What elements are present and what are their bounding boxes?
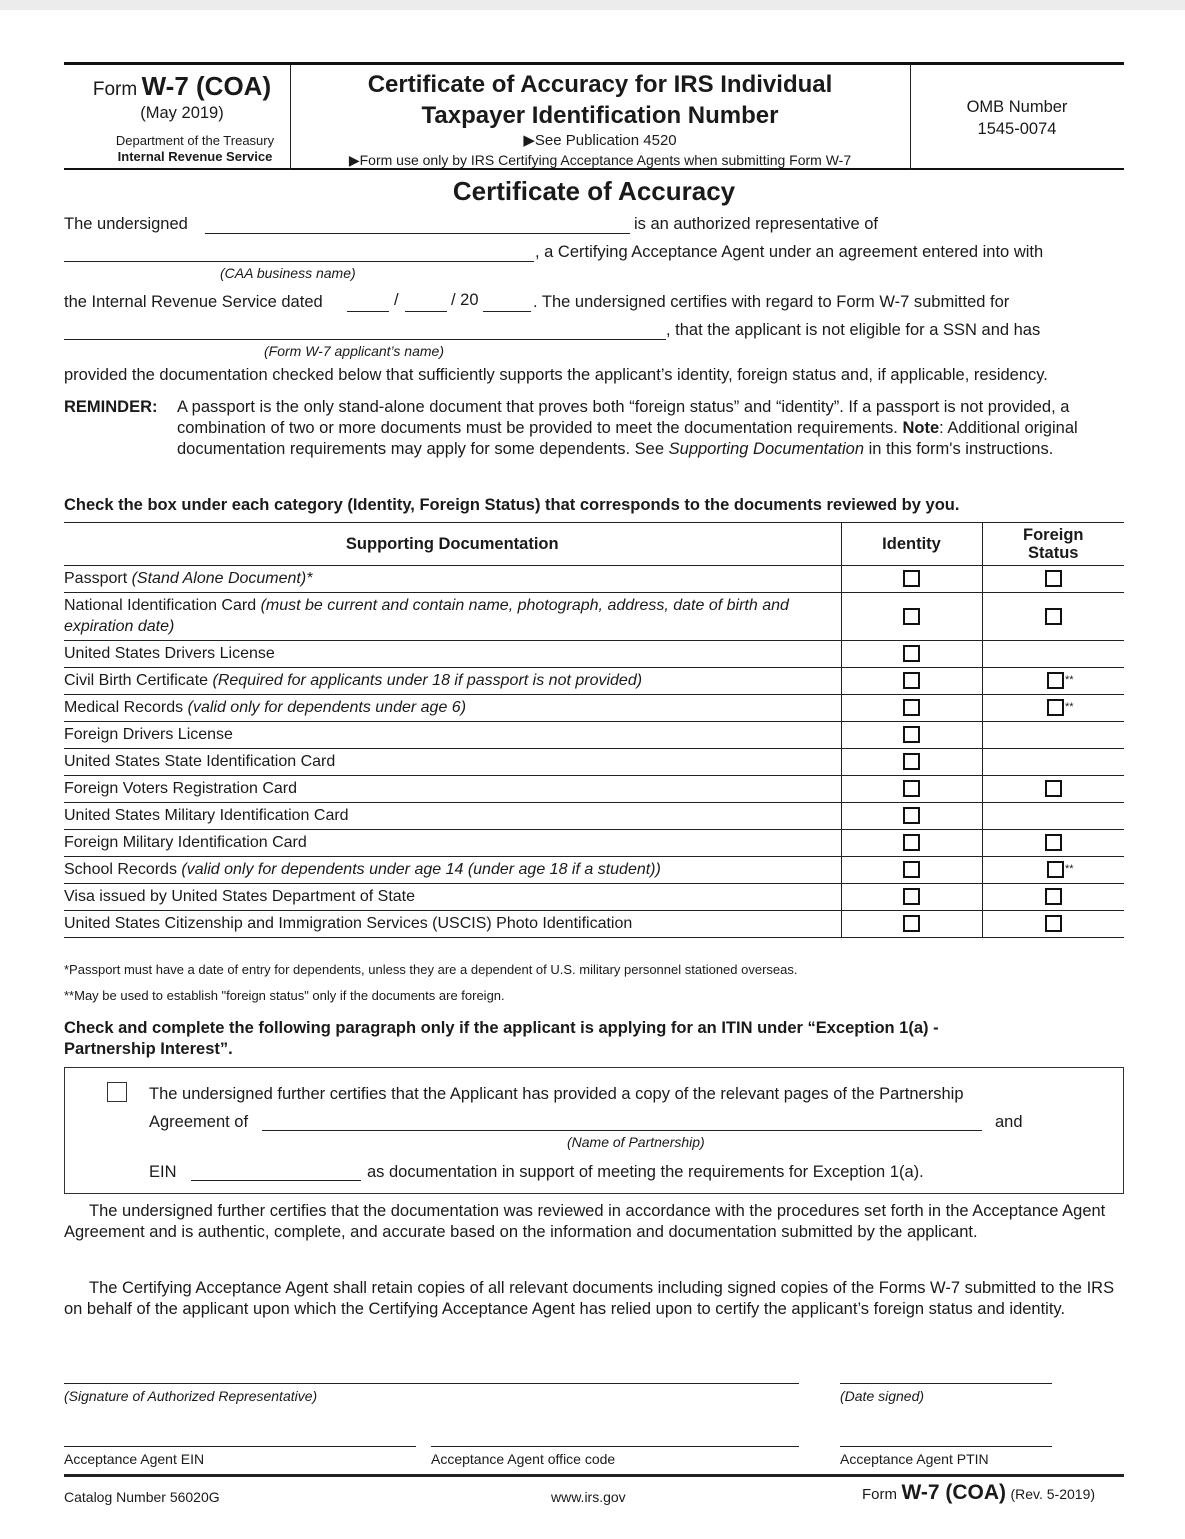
document-label: United States Drivers License — [64, 645, 275, 662]
document-label: United States State Identification Card — [64, 753, 336, 770]
identity-checkbox[interactable] — [903, 807, 920, 824]
document-cell — [64, 830, 841, 857]
catalog-number: Catalog Number 56020G — [64, 1489, 220, 1505]
document-cell — [64, 593, 841, 641]
foreign-status-checkbox[interactable] — [1047, 861, 1064, 878]
col-foreign-line-2: Status — [1028, 544, 1079, 562]
title-line-1: Certificate of Accuracy for IRS Individual — [367, 71, 833, 98]
ein-field[interactable] — [191, 1180, 361, 1181]
partnership-name-caption: (Name of Partnership) — [567, 1134, 705, 1150]
identity-checkbox[interactable] — [903, 753, 920, 770]
document-label: United States Military Identification Card — [64, 807, 349, 824]
foreign-status-checkbox[interactable] — [1045, 834, 1062, 851]
foreign-status-cell — [982, 911, 1124, 938]
form-use-text: Form use only by IRS Certifying Acceptance Agents when submitting Form W-7 — [359, 152, 852, 168]
foreign-status-cell — [982, 884, 1124, 911]
date-month-field[interactable] — [347, 311, 389, 312]
identity-checkbox[interactable] — [903, 570, 920, 587]
identity-cell — [841, 857, 982, 884]
col-foreign-status — [982, 523, 1124, 566]
signature-field[interactable] — [64, 1383, 799, 1384]
reminder-note-label: Note — [902, 419, 940, 437]
table-body — [64, 566, 1124, 938]
document-cell — [64, 857, 841, 884]
identity-checkbox[interactable] — [903, 608, 920, 625]
reminder-text-c: in this form's instructions. — [868, 440, 1054, 458]
identity-cell — [841, 695, 982, 722]
foreign-status-checkbox[interactable] — [1045, 570, 1062, 587]
foreign-status-cell — [982, 776, 1124, 803]
double-asterisk-mark: ** — [1064, 863, 1074, 875]
arrow-right-icon: ▶ — [523, 132, 535, 149]
omb-number: 1545-0074 — [977, 120, 1057, 138]
identity-checkbox[interactable] — [903, 861, 920, 878]
omb-label: OMB Number — [966, 98, 1068, 116]
foreign-status-cell — [982, 749, 1124, 776]
table-row — [64, 593, 1124, 641]
document-note: (Required for applicants under 18 if passport is not provided) — [212, 672, 643, 689]
form-prefix: Form — [92, 79, 138, 100]
see-publication-text: See Publication 4520 — [534, 132, 677, 149]
table-row — [64, 857, 1124, 884]
identity-checkbox[interactable] — [903, 645, 920, 662]
applicant-name-field[interactable] — [64, 339, 666, 340]
col-identity: Identity — [841, 523, 982, 566]
table-row — [64, 911, 1124, 938]
certificate-heading: Certificate of Accuracy — [452, 176, 736, 206]
title-line-2: Taxpayer Identification Number — [421, 102, 779, 129]
document-cell — [64, 776, 841, 803]
table-row — [64, 884, 1124, 911]
exception-checkbox[interactable] — [107, 1082, 127, 1102]
col-foreign-line-1: Foreign — [1023, 526, 1084, 544]
double-asterisk-mark: ** — [1064, 701, 1074, 713]
document-label: Foreign Military Identification Card — [64, 834, 307, 851]
office-code-caption: Acceptance Agent office code — [431, 1451, 616, 1467]
foreign-status-cell — [982, 593, 1124, 641]
office-code-field[interactable] — [431, 1446, 799, 1447]
date-slash-1: / — [394, 291, 399, 309]
date-day-field[interactable] — [405, 311, 447, 312]
document-cell — [64, 566, 841, 593]
date-signed-caption: (Date signed) — [840, 1388, 925, 1404]
certifies-text: . The undersigned certifies with regard to Form W-7 submitted for — [533, 293, 1010, 311]
treasury-dept: Department of the Treasury — [115, 133, 275, 148]
signature-caption: (Signature of Authorized Representative) — [64, 1388, 318, 1404]
ein-label: EIN — [149, 1163, 177, 1181]
foreign-status-cell — [982, 830, 1124, 857]
authorized-rep-text: is an authorized representative of — [634, 215, 878, 233]
identity-cell — [841, 668, 982, 695]
identity-cell — [841, 641, 982, 668]
table-row — [64, 830, 1124, 857]
applicant-name-caption: (Form W-7 applicant’s name) — [264, 343, 444, 359]
document-cell — [64, 911, 841, 938]
undersigned-label: The undersigned — [64, 215, 188, 233]
foreign-status-checkbox[interactable] — [1045, 888, 1062, 905]
footer-rule — [64, 1474, 1124, 1477]
table-row — [64, 695, 1124, 722]
footnote-single: *Passport must have a date of entry for dependents, unless they are a dependent of U.S. military personnel stationed overseas. — [64, 962, 798, 977]
foreign-status-checkbox[interactable] — [1047, 672, 1064, 689]
foreign-status-checkbox[interactable] — [1047, 699, 1064, 716]
double-asterisk-mark: ** — [1064, 674, 1074, 686]
foreign-status-checkbox[interactable] — [1045, 608, 1062, 625]
identity-checkbox[interactable] — [903, 834, 920, 851]
irs-dated-text: the Internal Revenue Service dated — [64, 293, 323, 311]
document-label: Visa issued by United States Department of State — [64, 888, 416, 905]
paragraph-retain: The Certifying Acceptance Agent shall retain copies of all relevant documents including signed copies of the Forms W-7 submitted to the IRS on behalf of the applicant upon which the Certifying Acceptance Agent has relied upon to certify the applicant’s foreign status and identity. — [64, 1279, 1115, 1318]
form-id — [82, 71, 282, 102]
exception-line-3: as documentation in support of meeting the requirements for Exception 1(a). — [367, 1163, 924, 1181]
table-row — [64, 566, 1124, 593]
identity-checkbox[interactable] — [903, 726, 920, 743]
document-label: Passport — [64, 570, 128, 587]
identity-cell — [841, 830, 982, 857]
agreement-of-label: Agreement of — [149, 1113, 249, 1131]
identity-checkbox[interactable] — [903, 915, 920, 932]
exception-instruction: Check and complete the following paragraph only if the applicant is applying for an ITIN under “Exception 1(a) - Partnership Interest”. — [64, 1019, 939, 1058]
foreign-status-cell — [982, 722, 1124, 749]
foreign-status-checkbox[interactable] — [1045, 780, 1062, 797]
table-row — [64, 749, 1124, 776]
reminder-label: REMINDER: — [64, 398, 158, 416]
top-band — [0, 0, 1185, 10]
document-label: National Identification Card — [64, 597, 257, 614]
identity-cell — [841, 776, 982, 803]
document-cell — [64, 749, 841, 776]
identity-checkbox[interactable] — [903, 672, 920, 689]
table-row — [64, 641, 1124, 668]
document-note: (Stand Alone Document)* — [131, 570, 313, 587]
identity-cell — [841, 803, 982, 830]
not-eligible-text: , that the applicant is not eligible for a SSN and has — [666, 321, 1041, 339]
document-label: Medical Records — [64, 699, 184, 716]
form-date: (May 2019) — [140, 104, 224, 122]
exception-line-1: The undersigned further certifies that the Applicant has provided a copy of the relevant pages of the Partnership — [149, 1085, 964, 1103]
foreign-status-cell — [982, 695, 1124, 722]
date-year-field[interactable] — [483, 311, 531, 312]
table-row — [64, 668, 1124, 695]
date-slash-2: / 20 — [451, 291, 479, 309]
foreign-status-cell — [982, 857, 1124, 884]
form-header — [64, 62, 1124, 170]
document-cell — [64, 803, 841, 830]
documentation-text: provided the documentation checked below that sufficiently supports the applicant’s identity, foreign status and, if applicable, residency. — [64, 366, 1048, 384]
document-cell — [64, 641, 841, 668]
document-label: School Records — [64, 861, 177, 878]
table-row — [64, 803, 1124, 830]
and-label: and — [995, 1113, 1023, 1131]
caa-business-name-field[interactable] — [64, 261, 534, 262]
document-cell — [64, 695, 841, 722]
footer-revision: (Rev. 5-2019) — [1010, 1486, 1096, 1502]
foreign-status-cell — [982, 668, 1124, 695]
table-row — [64, 722, 1124, 749]
form-name: W-7 (COA) — [141, 71, 272, 101]
identity-checkbox[interactable] — [903, 888, 920, 905]
partnership-name-field[interactable] — [262, 1130, 982, 1131]
footer-form-name: W-7 (COA) — [901, 1481, 1007, 1504]
table-header-row — [64, 523, 1124, 566]
identity-cell — [841, 911, 982, 938]
identity-cell — [841, 749, 982, 776]
supporting-documentation-table — [64, 522, 1124, 938]
document-label: Foreign Drivers License — [64, 726, 233, 743]
document-cell — [64, 668, 841, 695]
identity-cell — [841, 593, 982, 641]
identity-cell — [841, 722, 982, 749]
caa-agreement-text: , a Certifying Acceptance Agent under an agreement entered into with — [535, 243, 1044, 261]
foreign-status-checkbox[interactable] — [1045, 915, 1062, 932]
foreign-status-cell — [982, 803, 1124, 830]
reminder-text-a: A passport is the only stand-alone document that proves both “foreign status” and “identity”. If a passport is not provided, a combination of two or more documents must be provided to meet the documentation requirements. — [177, 398, 1070, 437]
header-divider-right — [910, 65, 911, 170]
identity-cell — [841, 566, 982, 593]
document-cell — [64, 722, 841, 749]
footnote-double: **May be used to establish "foreign status" only if the documents are foreign. — [64, 988, 505, 1003]
see-publication — [290, 131, 910, 150]
document-cell — [64, 884, 841, 911]
document-note: (valid only for dependents under age 6) — [187, 699, 467, 716]
document-label: Foreign Voters Registration Card — [64, 780, 297, 797]
identity-checkbox[interactable] — [903, 699, 920, 716]
arrow-right-icon: ▶ — [348, 152, 360, 168]
reminder-italic: Supporting Documentation — [668, 440, 865, 458]
paragraph-review: The undersigned further certifies that the documentation was reviewed in accordance with the procedures set forth in the Acceptance Agent Agreement and is authentic, complete, and accurate based on the information and documentation submitted by the applicant. — [64, 1202, 1106, 1241]
footer-form-prefix: Form — [862, 1486, 897, 1503]
foreign-status-cell — [982, 566, 1124, 593]
document-label: United States Citizenship and Immigration Services (USCIS) Photo Identification — [64, 915, 633, 932]
col-supporting-documentation: Supporting Documentation — [64, 523, 841, 566]
representative-name-field[interactable] — [205, 233, 630, 234]
document-note: (must be current and contain name, photograph, address, date of birth and expiration date) — [64, 597, 789, 635]
check-instruction: Check the box under each category (Identity, Foreign Status) that corresponds to the documents reviewed by you. — [64, 496, 960, 514]
agent-ptin-caption: Acceptance Agent PTIN — [840, 1451, 989, 1467]
irs-website[interactable]: www.irs.gov — [551, 1489, 626, 1505]
identity-cell — [841, 884, 982, 911]
date-signed-field[interactable] — [840, 1383, 1052, 1384]
footer-form-id — [862, 1481, 1095, 1505]
caa-business-name-caption: (CAA business name) — [220, 265, 356, 281]
reminder-text-b: : Additional original documentation requirements may apply for some dependents. See — [177, 419, 1078, 458]
agent-ein-caption: Acceptance Agent EIN — [64, 1451, 205, 1467]
document-label: Civil Birth Certificate — [64, 672, 209, 689]
table-row — [64, 776, 1124, 803]
identity-checkbox[interactable] — [903, 780, 920, 797]
exception-box — [64, 1067, 1124, 1194]
agent-ein-field[interactable] — [64, 1446, 416, 1447]
form-use-note — [290, 151, 910, 169]
document-note: (valid only for dependents under age 14 (under age 18 if a student)) — [181, 861, 661, 878]
irs-name: Internal Revenue Service — [117, 149, 273, 164]
foreign-status-cell — [982, 641, 1124, 668]
reminder-text — [177, 397, 1121, 460]
agent-ptin-field[interactable] — [840, 1446, 1052, 1447]
